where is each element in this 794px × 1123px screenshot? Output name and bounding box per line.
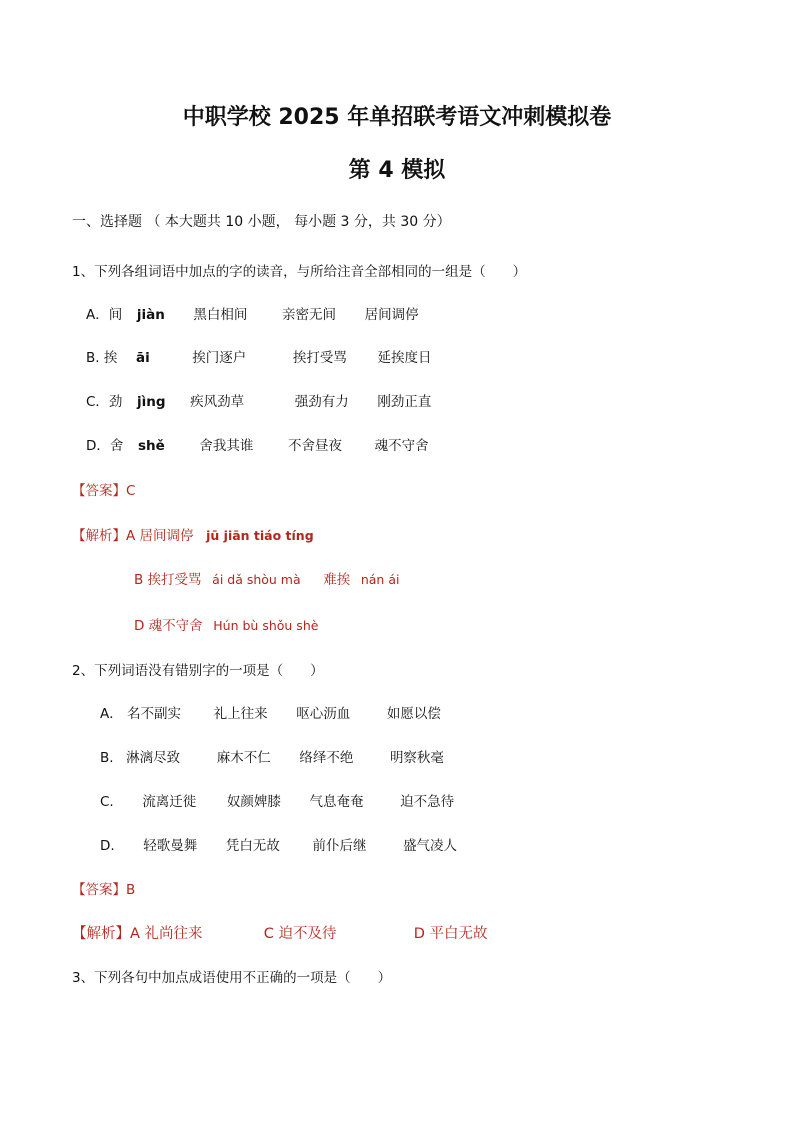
section-heading: 一、选择题 （ 本大题共 10 小题， 每小题 3 分，共 30 分）	[72, 214, 451, 230]
analysis-pinyin: ái dǎ shòu mà	[212, 572, 301, 587]
option-word: 明察秋毫	[389, 750, 444, 766]
option-label: C．劲	[86, 394, 123, 410]
option-word: 亲密无间	[282, 307, 337, 323]
q2-answer	[72, 880, 135, 900]
option-label: B.	[100, 750, 114, 766]
option-word: 礼上往来	[213, 706, 268, 722]
q2-option-b	[100, 748, 444, 768]
option-word: 强劲有力	[294, 394, 349, 410]
option-label: A．	[100, 706, 123, 722]
answer-value: C	[126, 483, 136, 499]
option-label: D.	[100, 838, 115, 854]
q1-analysis-1	[72, 526, 314, 546]
analysis-text: B 挨打受骂	[134, 572, 202, 588]
option-word: 淋漓尽致	[126, 750, 181, 766]
answer-tag: 【答案】	[72, 882, 126, 898]
q2-option-a	[100, 704, 441, 724]
option-pinyin: jìng	[137, 394, 166, 410]
option-word: 轻歌曼舞	[143, 838, 198, 854]
analysis-text: C 迫不及待	[263, 926, 337, 942]
option-pinyin: āi	[135, 350, 150, 366]
option-word: 黑白相间	[193, 307, 248, 323]
q1-stem: 1、下列各组词语中加点的字的读音，与所给注音全部相同的一组是（ ）	[72, 264, 527, 280]
analysis-extra: 难挨	[323, 572, 351, 588]
option-word: 盛气凌人	[403, 838, 458, 854]
option-word: 延挨度日	[377, 350, 432, 366]
option-word: 前仆后继	[312, 838, 367, 854]
analysis-extra-pinyin: nán ái	[360, 572, 400, 587]
option-word: 疾风劲草	[190, 394, 245, 410]
option-label: D．舍	[86, 438, 124, 454]
option-label: A．间	[86, 307, 123, 323]
answer-tag: 【答案】	[72, 483, 126, 499]
option-pinyin: jiàn	[136, 307, 165, 323]
option-word: 迫不急待	[400, 794, 455, 810]
analysis-pinyin: jū jiān tiáo tíng	[206, 528, 314, 543]
option-word: 络绎不绝	[299, 750, 354, 766]
option-word: 名不副实	[127, 706, 182, 722]
q1-analysis-2	[134, 570, 399, 590]
q1-option-b	[86, 348, 431, 368]
option-word: 奴颜婢膝	[226, 794, 281, 810]
q1-analysis-3	[134, 616, 318, 636]
option-label: B. 挨	[86, 350, 118, 366]
q2-stem: 2、下列词语没有错别字的一项是（ ）	[72, 663, 324, 679]
q2-option-c	[100, 792, 454, 812]
option-word: 舍我其谁	[199, 438, 254, 454]
q2-option-d	[100, 836, 457, 856]
q1-option-c	[86, 392, 431, 412]
option-word: 不舍昼夜	[288, 438, 342, 454]
option-word: 魂不守舍	[374, 438, 429, 454]
exam-title: 中职学校 2025 年单招联考语文冲刺模拟卷	[182, 105, 612, 130]
option-word: 如愿以偿	[386, 706, 441, 722]
q1-answer	[72, 481, 135, 501]
option-pinyin: shě	[138, 438, 165, 454]
q3-stem: 3、下列各句中加点成语使用不正确的一项是（ ）	[72, 970, 392, 986]
option-word: 气息奄奄	[309, 794, 364, 810]
q1-option-a	[86, 305, 419, 325]
analysis-pinyin: Hún bù shǒu shè	[213, 618, 319, 633]
analysis-text: D 平白无故	[413, 926, 488, 942]
analysis-text: D 魂不守舍	[134, 618, 203, 634]
option-word: 麻木不仁	[216, 750, 271, 766]
option-word: 凭白无故	[225, 838, 280, 854]
analysis-tag: 【解析】	[72, 926, 130, 942]
analysis-text: A 礼尚往来	[130, 926, 203, 942]
answer-value: B	[126, 882, 136, 898]
q1-option-d	[86, 436, 429, 456]
option-word: 挨打受骂	[292, 350, 347, 366]
option-word: 居间调停	[364, 307, 419, 323]
option-label: C.	[100, 794, 114, 810]
analysis-text: A 居间调停	[126, 528, 194, 544]
option-word: 挨门逐户	[192, 350, 247, 366]
option-word: 流离迁徙	[142, 794, 197, 810]
q2-analysis	[72, 924, 487, 944]
exam-subtitle: 第 4 模拟	[348, 158, 446, 183]
analysis-tag: 【解析】	[72, 528, 126, 544]
option-word: 刚劲正直	[377, 394, 432, 410]
option-word: 呕心沥血	[296, 706, 351, 722]
